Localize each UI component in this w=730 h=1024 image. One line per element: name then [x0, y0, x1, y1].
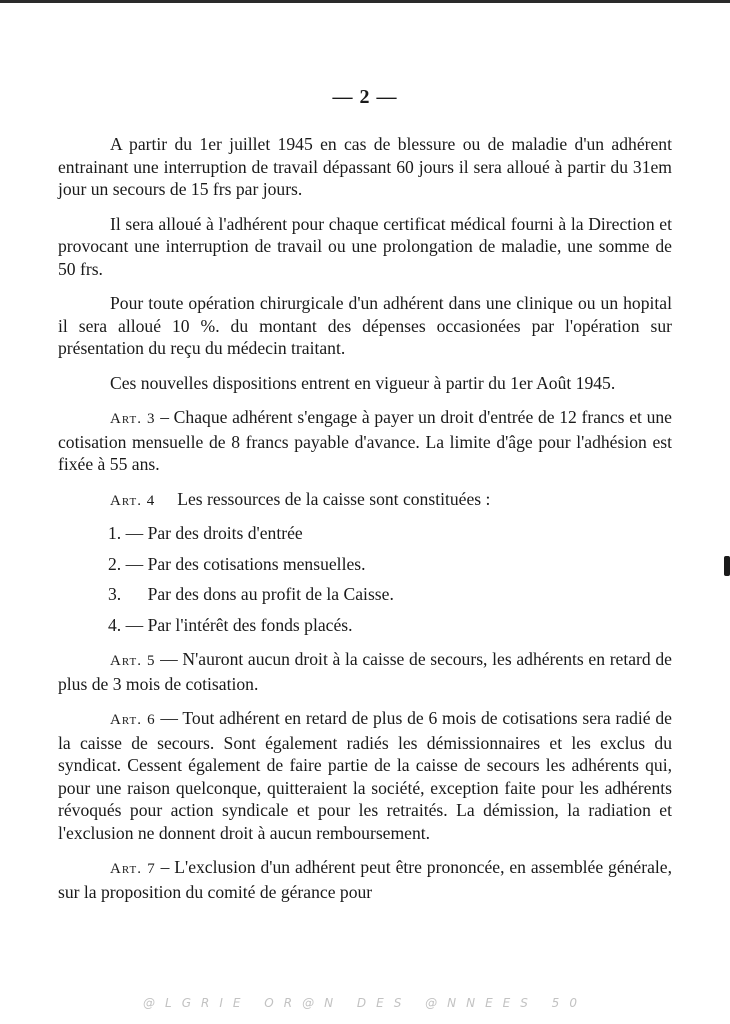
list-item: 3. Par des dons au profit de la Caisse. — [108, 584, 394, 604]
page-number: — 2 — — [332, 86, 398, 108]
margin-ink-mark — [724, 556, 730, 576]
list-item: 2. — Par des cotisations mensuelles. — [108, 553, 366, 574]
paragraph-secours-maladie: A partir du 1er juillet 1945 en cas de blessure ou de maladie d'un adhérent entrainant une interruption de travail dépassant 60 jours il sera alloué à partir du 31em jour un secours de 15 frs par jours. — [58, 134, 672, 199]
top-rule — [0, 0, 730, 3]
article-5 — [58, 648, 672, 695]
article-7-label: Art. 7 — [110, 861, 156, 877]
list-item: 1. — Par des droits d'entrée — [108, 523, 303, 543]
article-4-list — [108, 522, 672, 636]
list-item: 4. — Par l'intérêt des fonds placés. — [108, 614, 353, 635]
article-6-text: — Tout adhérent en retard de plus de 6 mois de cotisations sera radié de la caisse de secours. Sont également radiés les démissionnaires et les exclus du syndicat. Cessent également de faire partie de la caisse de secours les adhérents qui, pour une raison quelconque, quitteraient la société, exception faite pour les adhérents révoqués pour action syndicale et pour les retraités. La démission, la radiation et l'exclusion ne donnent droit à aucun remboursement. — [58, 708, 672, 843]
paragraph-operation-chirurgicale: Pour toute opération chirurgicale d'un adhérent dans une clinique ou un hopital il sera alloué 10 %. du montant des dépenses occasionées par l'opération sur présentation du reçu du médecin traitant. — [58, 293, 672, 358]
article-3 — [58, 406, 672, 476]
paragraph-certificat-medical: Il sera alloué à l'adhérent pour chaque certificat médical fourni à la Direction et provocant une interruption de travail ou une prolongation de maladie, une somme de 50 frs. — [58, 213, 672, 279]
article-7-text: – L'exclusion d'un adhérent peut être prononcée, en assemblée générale, sur la proposition du comité de gérance pour — [58, 857, 673, 902]
article-4 — [58, 488, 672, 513]
paragraph-entree-en-vigueur: Ces nouvelles dispositions entrent en vigueur à partir du 1er Août 1945. — [110, 372, 616, 393]
article-6 — [58, 707, 672, 844]
article-6-label: Art. 6 — [110, 712, 156, 728]
article-5-text: — N'auront aucun droit à la caisse de secours, les adhérents en retard de plus de 3 mois de cotisation. — [58, 649, 672, 694]
article-4-label: Art. 4 — [110, 492, 156, 509]
article-3-text: – Chaque adhérent s'engage à payer un droit d'entrée de 12 francs et une cotisation mensuelle de 8 francs payable d'avance. La limite d'âge pour l'adhésion est fixée à 55 ans. — [58, 407, 672, 474]
watermark: @LGRIE OR@N DES @NNEES 50 — [143, 996, 587, 1010]
article-3-label: Art. 3 — [110, 411, 156, 427]
article-7 — [58, 856, 672, 903]
article-4-text: Les ressources de la caisse sont constituées : — [177, 488, 491, 509]
document-body — [58, 133, 672, 915]
article-5-label: Art. 5 — [110, 653, 156, 669]
